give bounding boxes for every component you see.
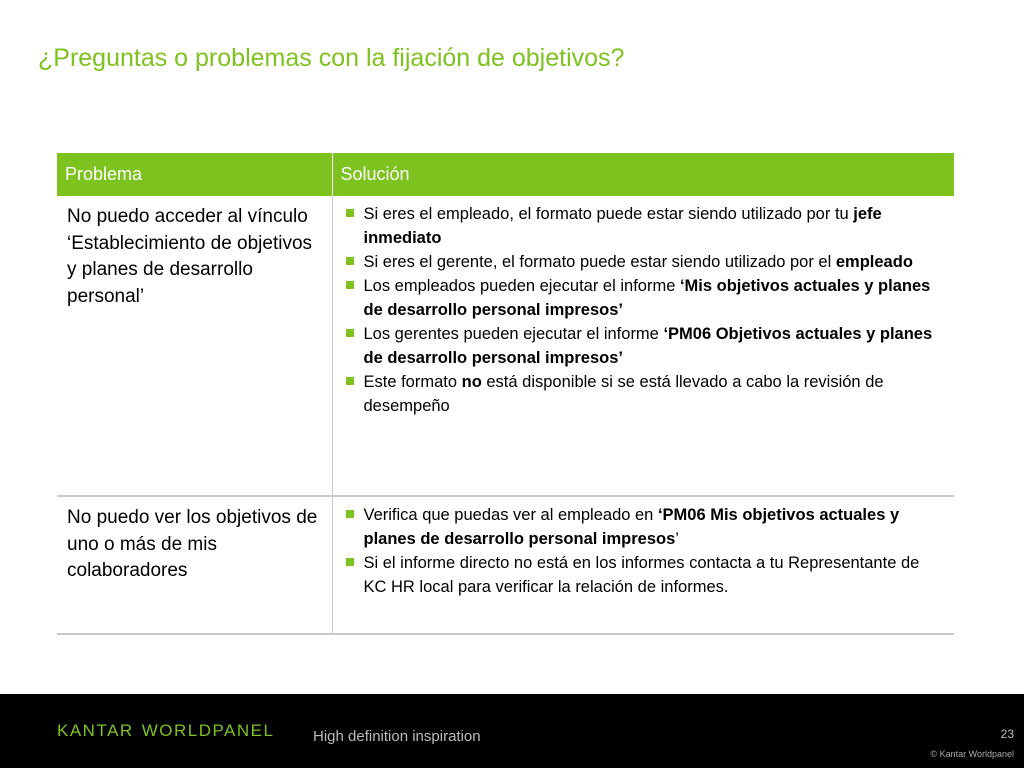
solution-text: Verifica que puedas ver al empleado en bbox=[363, 506, 658, 524]
kantar-worldpanel-logo bbox=[57, 721, 274, 741]
solution-list bbox=[344, 202, 935, 418]
copyright: © Kantar Worldpanel bbox=[930, 749, 1014, 759]
solution-text: Si eres el empleado, el formato puede estar siendo utilizado por tu bbox=[363, 205, 854, 223]
solution-text-bold: ‘PM06 Objetivos actuales y planes de desarrollo personal impresos’ bbox=[363, 325, 933, 367]
table-row bbox=[57, 496, 954, 634]
square-bullet-icon bbox=[346, 209, 354, 217]
solution-text-bold: ‘Mis objetivos actuales y planes de desarrollo personal impresos’ bbox=[363, 277, 931, 319]
slide-title: ¿Preguntas o problemas con la fijación de objetivos? bbox=[38, 44, 625, 72]
square-bullet-icon bbox=[346, 257, 354, 265]
square-bullet-icon bbox=[346, 558, 354, 566]
table-row bbox=[57, 196, 954, 496]
square-bullet-icon bbox=[346, 329, 354, 337]
solution-item bbox=[344, 551, 935, 599]
solution-cell bbox=[332, 196, 954, 496]
problems-table bbox=[57, 153, 954, 635]
table-header-row bbox=[57, 153, 954, 196]
header-solution: Solución bbox=[332, 153, 954, 196]
header-problem: Problema bbox=[57, 153, 332, 196]
square-bullet-icon bbox=[346, 510, 354, 518]
page-number: 23 bbox=[1000, 727, 1014, 741]
solution-text: está disponible si se está llevado a cabo la revisión de desempeño bbox=[363, 373, 884, 415]
solution-text: Los gerentes pueden ejecutar el informe bbox=[363, 325, 664, 343]
tagline: High definition inspiration bbox=[313, 728, 481, 745]
solution-text-bold: ‘PM06 Mis objetivos actuales y planes de desarrollo personal impresos bbox=[363, 506, 900, 548]
square-bullet-icon bbox=[346, 377, 354, 385]
problem-cell: No puedo ver los objetivos de uno o más de mis colaboradores bbox=[57, 496, 332, 634]
logo-kantar-text: KANTAR bbox=[57, 721, 134, 740]
solution-text: Si eres el gerente, el formato puede estar siendo utilizado por el bbox=[363, 253, 836, 271]
solution-text-bold: no bbox=[461, 373, 482, 391]
logo-worldpanel-text: WORLDPANEL bbox=[141, 721, 275, 740]
solution-item bbox=[344, 503, 935, 551]
solution-text: ’ bbox=[675, 530, 679, 548]
solution-cell bbox=[332, 496, 954, 634]
solution-item bbox=[344, 370, 935, 418]
solution-text-bold: jefe inmediato bbox=[363, 205, 882, 247]
solution-item bbox=[344, 250, 935, 274]
solution-item bbox=[344, 202, 935, 250]
solution-text: Este formato bbox=[363, 373, 462, 391]
footer-bar bbox=[0, 694, 1024, 768]
solution-list bbox=[344, 503, 935, 599]
square-bullet-icon bbox=[346, 281, 354, 289]
solution-text: Los empleados pueden ejecutar el informe bbox=[363, 277, 680, 295]
problem-cell: No puedo acceder al vínculo ‘Establecimiento de objetivos y planes de desarrollo personal’ bbox=[57, 196, 332, 496]
solution-item bbox=[344, 274, 935, 322]
solution-item bbox=[344, 322, 935, 370]
solution-text-bold: empleado bbox=[835, 253, 913, 271]
solution-text: Si el informe directo no está en los informes contacta a tu Representante de KC HR local para verificar la relación de informes. bbox=[363, 554, 920, 596]
